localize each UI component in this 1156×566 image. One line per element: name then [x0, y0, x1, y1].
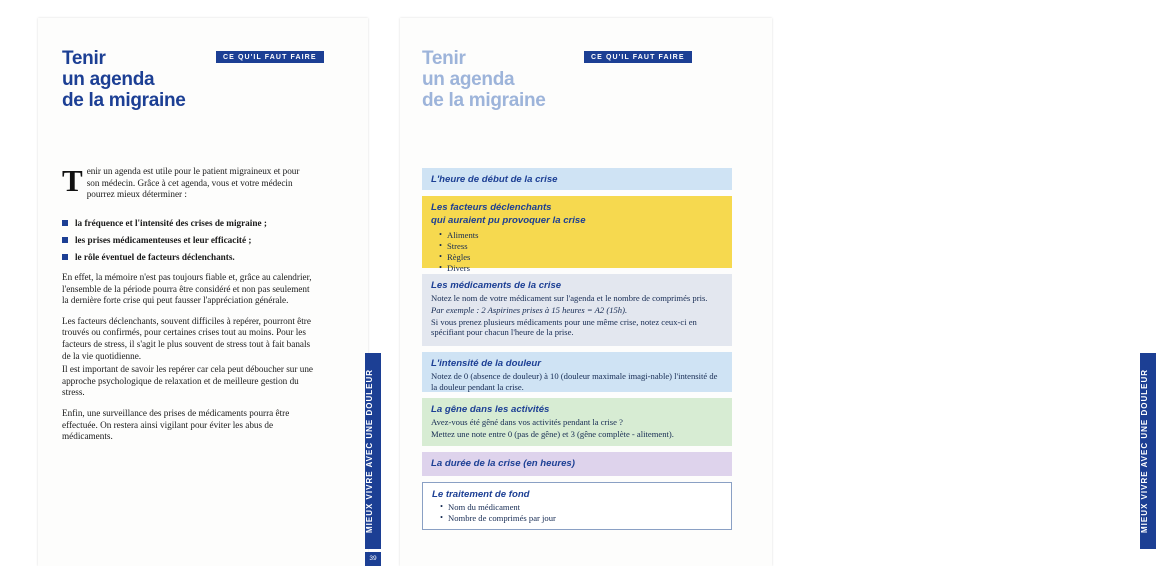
panel-medicaments-crise	[422, 274, 732, 346]
list-item: • Divers	[441, 263, 723, 274]
panel-title: La durée de la crise (en heures)	[431, 458, 575, 469]
panel-gene-activites	[422, 398, 732, 446]
panel-facteurs-declenchants	[422, 196, 732, 273]
panel-title: L'intensité de la douleur	[431, 358, 541, 369]
panel-title: Les médicaments de la crise	[431, 280, 562, 291]
list-item: • Stress	[441, 241, 723, 252]
page-title-line-1: Tenir	[62, 48, 106, 69]
panel-text-3: Si vous prenez plusieurs médicaments pour une même crise, notez ceux-ci en spécifiant pour chacun l'heure de la prise.	[431, 316, 697, 338]
body-paragraph-3: Il est important de savoir les repérer car cela peut déboucher sur une approche psychologique de relaxation et de meilleure gestion du stress.	[62, 364, 314, 398]
page-title-line-3: de la migraine	[62, 90, 186, 111]
list-item: • Aliments	[441, 230, 723, 241]
page-title-line-2: un agenda	[62, 69, 155, 90]
panel-text-1: Notez de 0 (absence de douleur) à 10 (douleur maximale imagi-nable) l'intensité de la douleur pendant la crise.	[431, 371, 718, 392]
panel-text-1: Notez le nom de votre médicament sur l'agenda et le nombre de comprimés pris.	[431, 293, 708, 304]
panel-title: La gêne dans les activités	[431, 404, 550, 415]
panel-text-2: Mettez une note entre 0 (pas de gêne) et 3 (gêne complète - alitement).	[431, 429, 674, 439]
panel-intensite-douleur	[422, 352, 732, 392]
key-points-list	[62, 217, 314, 263]
left-body-column	[62, 163, 314, 452]
panel-traitement-fond	[422, 482, 732, 530]
body-paragraph-2: Les facteurs déclenchants, souvent difficiles à repérer, pourront être trouvés ou confirmés, pour certaines crises tout au moins. Pour les facteurs de stress, il s'agit le plus souvent de stress tout à fait banals de la vie quotidienne.	[62, 315, 311, 361]
page-title-line-1: Tenir	[422, 48, 466, 69]
list-item: les prises médicamenteuses et leur efficacité ;	[62, 234, 314, 246]
page-title	[62, 48, 186, 111]
panel-heure-debut	[422, 168, 732, 190]
drop-cap: T	[62, 163, 83, 198]
panel-duree-crise	[422, 452, 732, 476]
body-paragraph-4: Enfin, une surveillance des prises de médicaments pourra être effectuée. On restera ainsi vigilant pour éviter les abus de médicaments.	[62, 407, 290, 442]
page-title-line-2: un agenda	[422, 69, 515, 90]
panel-subtitle: qui auraient pu provoquer la crise	[431, 215, 586, 227]
panel-text-2: Par exemple : 2 Aspirines prises à 15 heures = A2 (15h).	[431, 305, 628, 315]
page-title-line-3: de la migraine	[422, 90, 546, 111]
list-item: • Nombre de comprimés par jour	[442, 513, 722, 524]
side-tab-label: MIEUX VIVRE AVEC UNE DOULEUR	[365, 353, 381, 549]
body-paragraph-1: En effet, la mémoire n'est pas toujours fiable et, grâce au calendrier, l'ensemble de la période pourra être considéré et non pas seulement la dernière forte crise qui peut fausser l'appréciation générale.	[62, 272, 312, 306]
page-title	[422, 48, 546, 111]
left-page	[38, 18, 377, 566]
panel-title: L'heure de début de la crise	[431, 174, 558, 185]
page-number: 39	[365, 552, 381, 566]
tagline-badge: CE QU'IL FAUT FAIRE	[216, 51, 324, 63]
facteurs-list	[431, 230, 723, 274]
list-item: le rôle éventuel de facteurs déclenchants.	[62, 251, 314, 263]
intro-paragraph	[62, 163, 314, 208]
intro-text: enir un agenda est utile pour le patient migraineux et pour son médecin. Grâce à cet agenda, vous et votre médecin pourrez mieux déterminer :	[86, 166, 300, 200]
list-item: • Règles	[441, 252, 723, 263]
list-item: • Nom du médicament	[442, 502, 722, 513]
list-item: la fréquence et l'intensité des crises de migraine ;	[62, 217, 314, 229]
panel-text-1: Avez-vous été gêné dans vos activités pendant la crise ?	[431, 417, 623, 428]
right-page	[400, 18, 1149, 566]
panel-title: Les facteurs déclenchants	[431, 202, 552, 213]
traitement-list	[432, 502, 722, 524]
panel-title: Le traitement de fond	[432, 489, 530, 500]
side-tab-label: MIEUX VIVRE AVEC UNE DOULEUR	[1140, 353, 1156, 549]
tagline-badge: CE QU'IL FAUT FAIRE	[584, 51, 692, 63]
